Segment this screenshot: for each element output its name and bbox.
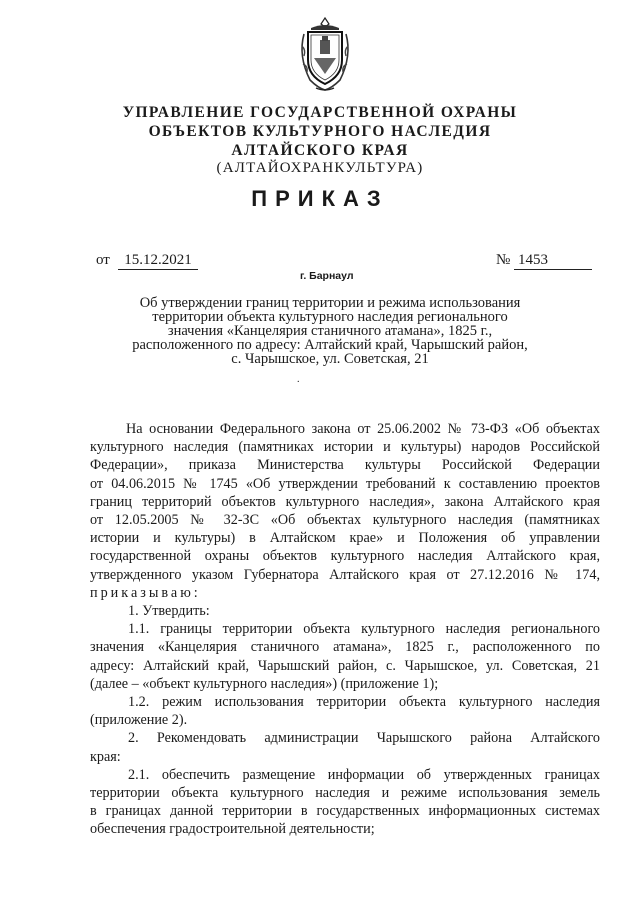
body-line: обеспечения градостроительной деятельности; xyxy=(90,821,375,838)
subject-line: расположенного по адресу: Алтайский край, Чарышский район, xyxy=(132,337,528,353)
body-line: 1.1. границы территории объекта культурного наследия регионального xyxy=(128,621,600,638)
date-number-row xyxy=(96,252,600,272)
body-line: границ территорий объектов культурного наследия», закона Алтайского края xyxy=(90,493,600,510)
body-line: приказываю: xyxy=(90,584,201,601)
body-line: 2. Рекомендовать администрации Чарышского района Алтайского xyxy=(128,730,600,747)
body-line: государственной охраны объектов культурного наследия Алтайского края, xyxy=(90,548,600,565)
body-line: в границах данной территории в государственных информационных системах xyxy=(90,803,600,820)
subject-line: территории объекта культурного наследия регионального xyxy=(152,309,508,325)
document-number: 1453 xyxy=(514,252,592,270)
city: г. Барнаул xyxy=(300,270,354,282)
number-label: № xyxy=(496,252,511,268)
body-line: территории объекта культурного наследия и режиме использования земель xyxy=(90,785,600,802)
body-line: края: xyxy=(90,748,121,765)
body-line: 2.1. обеспечить размещение информации об утвержденных границах xyxy=(128,766,600,783)
subject-line: значения «Канцелярия станичного атамана», 1825 г., xyxy=(167,323,493,339)
org-line-3: АЛТАЙСКОГО КРАЯ xyxy=(231,142,409,159)
body-line: утвержденного указом Губернатора Алтайского края от 27.12.2016 № 174, xyxy=(90,566,600,583)
document-subject xyxy=(120,296,540,366)
body-line: Федерации», приказа Министерства культуры Российской Федерации xyxy=(90,457,600,474)
organization-abbreviation: (АЛТАЙОХРАНКУЛЬТУРА) xyxy=(216,160,424,176)
body-line: 1. Утвердить: xyxy=(128,603,210,620)
document-body xyxy=(90,420,600,839)
body-line: истории и культуры) в Алтайском крае» и Положения об управлении xyxy=(90,530,600,547)
body-line: (приложение 2). xyxy=(90,712,188,729)
org-line-2: ОБЪЕКТОВ КУЛЬТУРНОГО НАСЛЕДИЯ xyxy=(148,123,492,140)
body-line: от 04.06.2015 № 1745 «Об утверждении требований к составлению проектов xyxy=(90,475,600,492)
body-line: 1.2. режим использования территории объекта культурного наследия xyxy=(128,694,600,711)
body-line: На основании Федерального закона от 25.06.2002 № 73-ФЗ «Об объектах xyxy=(126,421,600,437)
body-line: культурного наследия (памятниках истории и культуры) народов Российской xyxy=(90,439,600,456)
subject-line: Об утверждении границ территории и режима использования xyxy=(139,295,521,311)
body-line: адресу: Алтайский край, Чарышский район, с. Чарышское, ул. Советская, 21 xyxy=(90,657,600,674)
subject-line: с. Чарышское, ул. Советская, 21 xyxy=(231,351,429,367)
document-date: 15.12.2021 xyxy=(118,252,198,270)
altai-krai-coat-of-arms-icon xyxy=(296,16,354,92)
org-line-1: УПРАВЛЕНИЕ ГОСУДАРСТВЕННОЙ ОХРАНЫ xyxy=(122,104,518,121)
body-line: от 12.05.2005 № 32-ЗС «Об объектах культурного наследия (памятниках xyxy=(90,512,600,529)
document-title: ПРИКАЗ xyxy=(251,186,389,211)
stray-mark: . xyxy=(297,374,300,385)
organization-name xyxy=(0,103,640,160)
body-line: значения «Канцелярия станичного атамана», 1825 г., расположенного по xyxy=(90,639,600,656)
date-label: от xyxy=(96,252,110,268)
body-line: (далее – «объект культурного наследия») (приложение 1); xyxy=(90,675,439,692)
